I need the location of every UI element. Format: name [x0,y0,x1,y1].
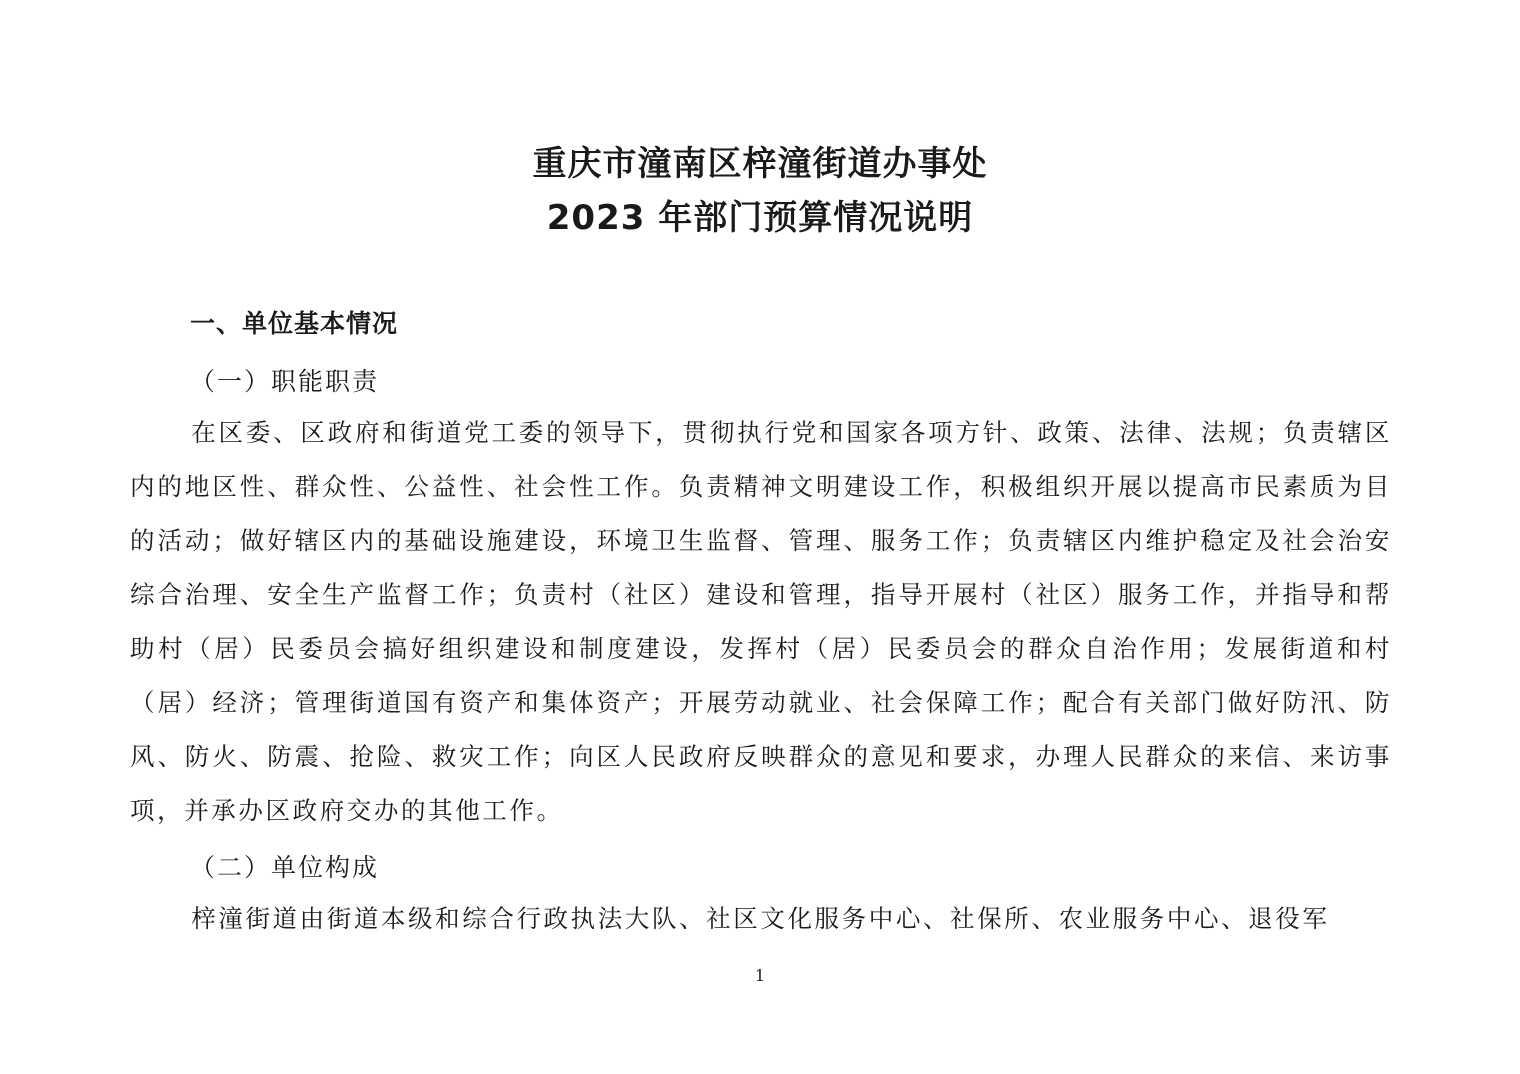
subsection-heading-duties: （一）职能职责 [190,367,380,396]
paragraph-composition: 梓潼街道由街道本级和综合行政执法大队、社区文化服务中心、社保所、农业服务中心、退役军 [191,904,1330,933]
subsection-heading-composition: （二）单位构成 [190,853,380,882]
section-heading-basic-info: 一、单位基本情况 [190,309,399,338]
page-number: 1 [754,966,766,985]
paragraph-duties: 在区委、区政府和街道党工委的领导下，贯彻执行党和国家各项方针、政策、法律、法规；负责辖区内的地区性、群众性、公益性、社会性工作。负责精神文明建设工作，积极组织开展以提高市民素质为目的活动；做好辖区内的基础设施建设，环境卫生监督、管理、服务工作；负责辖区内维护稳定及社会治安综合治理、安全生产监督工作；负责村（社区）建设和管理，指导开展村（社区）服务工作，并指导和帮助村（居）民委员会搞好组织建设和制度建设，发挥村（居）民委员会的群众自治作用；发展街道和村（居）经济；管理街道国有资产和集体资产；开展劳动就业、社会保障工作；配合有关部门做好防汛、防风、防火、防震、抢险、救灾工作；向区人民政府反映群众的意见和要求，办理人民群众的来信、来访事项，并承办区政府交办的其他工作。 [130,418,1392,825]
document-title-line1: 重庆市潼南区梓潼街道办事处 [532,144,988,184]
document-title-line2: 2023 年部门预算情况说明 [546,198,974,238]
